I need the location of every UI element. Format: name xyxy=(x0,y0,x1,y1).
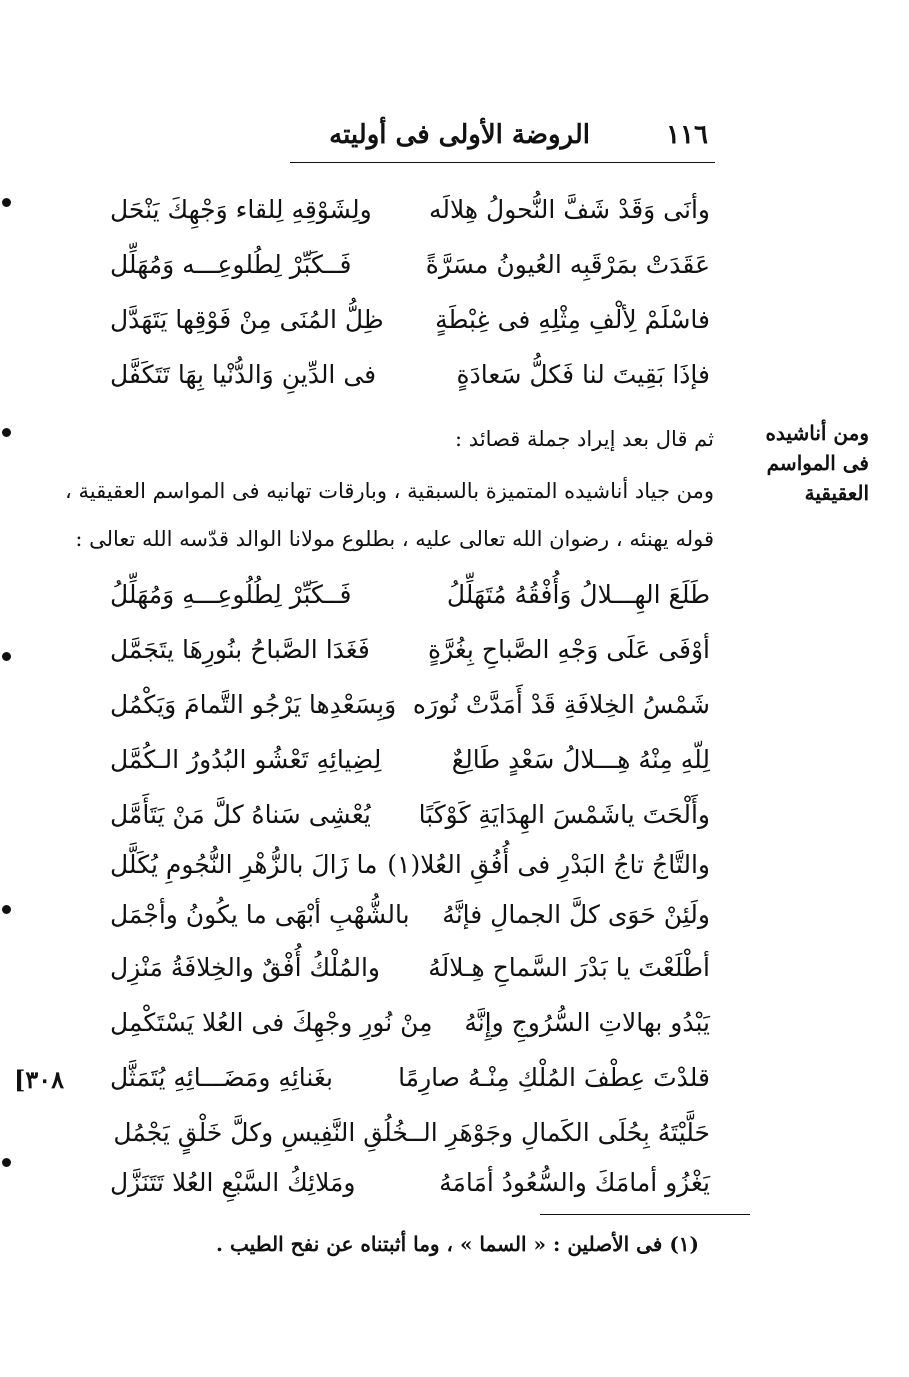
verse-second-hemistich: مِنْ نُورِ وجْهِكَ فى العُلا يَسْتَكْمِل xyxy=(110,1008,433,1037)
scan-mark xyxy=(2,428,11,437)
verse-first-hemistich: والتَّاجُ تاجُ البَدْرِ فى أُفُقِ العُلا(١) xyxy=(387,850,710,879)
verse-second-hemistich: والمُلْكُ أُفْقٌ والخِلافَةُ مَنْزِل xyxy=(110,953,380,982)
verse-line xyxy=(110,740,710,780)
verse-first-hemistich: لِلّهِ مِنْهُ هِـــلالُ سَعْدٍ طَالِعٌ xyxy=(451,745,710,774)
margin-side-note: ومن أناشيده فى المواسم العقيقية xyxy=(765,421,869,505)
verse-line xyxy=(110,355,710,395)
page-header xyxy=(300,120,720,160)
verse-line xyxy=(110,948,710,988)
scan-mark xyxy=(2,905,11,914)
verse-line xyxy=(110,1003,710,1043)
prose-line: قوله يهنئه ، رضوان الله تعالى عليه ، بطلوع مولانا الوالد قدّسه الله تعالى : xyxy=(75,527,714,551)
verse-second-hemistich: وَبِسَعْدِها يَرْجُو التَّمامَ وَيَكْمُل xyxy=(110,690,397,719)
verse-first-hemistich: ولَئِنْ حَوَى كلَّ الجمالِ فإنَّهُ xyxy=(442,900,710,929)
verse-first-hemistich: فإذَا بَقِيتَ لنا فَكلُّ سَعادَةٍ xyxy=(456,360,710,389)
scan-mark xyxy=(2,198,11,207)
verse-second-hemistich: بغَنائِهِ ومَضَـــائِهِ يُتَمَثَّل xyxy=(110,1063,333,1092)
verse-first-hemistich: أطْلَعْتَ يا بَدْرَ السَّماحِ هِـلالَهُ xyxy=(428,953,710,982)
verse-line xyxy=(110,895,710,935)
verse-line xyxy=(110,1163,710,1203)
verse-second-hemistich: فى الدِّينِ وَالدُّنْيا بِهَا تَتَكَفَّل xyxy=(110,360,377,389)
footnote-rule xyxy=(540,1214,750,1215)
verse-second-hemistich: بالشُّهْبِ أبْهَى ما يكُونُ وأجْمَل xyxy=(110,900,410,929)
verse-first-hemistich: فاسْلَمْ لِألْفِ مِثْلِهِ فى غِبْطَةٍ xyxy=(435,305,710,334)
verse-first-hemistich: أوْفَى عَلَى وَجْهِ الصَّباحِ بِغُرَّةٍ xyxy=(427,635,710,664)
verse-first-hemistich: يَغْزُو أمامَكَ والسُّعُودُ أمَامَهُ xyxy=(439,1168,710,1197)
verse-line xyxy=(110,1058,710,1098)
margin-page-reference: [٣٠٨ xyxy=(14,1065,65,1094)
verse-line xyxy=(110,300,710,340)
footnote: (١) فى الأصلين : « السما » ، وما أثبتناه عن نفح الطيب . xyxy=(216,1232,699,1256)
verse-first-hemistich: طَلَعَ الهِـــلالُ وَأُفْقُهُ مُتَهَلِّلُ xyxy=(446,580,710,609)
verse-line xyxy=(110,1113,710,1153)
prose-line: ثم قال بعد إيراد جملة قصائد : xyxy=(455,427,714,451)
verse-second-hemistich: ومَلائِكُ السَّبْعِ العُلا تَتَنَزَّل xyxy=(110,1168,356,1197)
verse-line xyxy=(110,795,710,835)
header-rule xyxy=(290,162,715,163)
scan-mark xyxy=(2,652,11,661)
verse-line xyxy=(110,685,710,725)
verse-line xyxy=(110,630,710,670)
verse-first-hemistich: وأنَى وَقَدْ شَفَّ النُّحولُ هِلالَه xyxy=(428,195,710,224)
verse-second-hemistich: ما زَالَ بالزُّهْرِ النُّجُومِ يُكَلَّل xyxy=(110,850,378,879)
verse-line xyxy=(110,245,710,285)
page-number: ١١٦ xyxy=(666,120,708,150)
verse-second-hemistich: ظِلُّ المُنَى مِنْ فَوْقِها يَتَهَدَّل xyxy=(110,305,384,334)
verse-second-hemistich: فَغَدَا الصَّباحُ بنُورِهَا يتَجَمَّل xyxy=(110,635,370,664)
verse-first-hemistich: يَبْدُو بهالاتِ السُّرُوجِ وإِنَّهُ xyxy=(464,1008,710,1037)
verse-first-hemistich: حَلَّيْتَهُ بِحُلَى الكَمالِ وجَوْهَرِ الــخُلُقِ النَّفِيسِ وكلَّ خَلْقٍ يَجْمُل xyxy=(113,1118,710,1147)
verse-second-hemistich: فَــكَبِّرْ لِطُلوعِـــه وَمُهَلِّل xyxy=(110,250,352,279)
verse-first-hemistich: عَقَدَتْ بمَرْقَبِه العُيونُ مسَرَّةً xyxy=(425,250,710,279)
running-title: الروضة الأولى فى أوليته xyxy=(329,120,590,150)
verse-first-hemistich: وأَلْحَتَ ياشَمْسَ الهِدَايَةِ كَوْكَبًا xyxy=(418,800,710,829)
verse-second-hemistich: فَــكَبِّرْ لِطُلُوعِـــهِ وَمُهَلِّلُ xyxy=(110,580,352,609)
verse-first-hemistich: شَمْسُ الخِلافَةِ قَدْ أَمَدَّتْ نُورَه xyxy=(412,690,710,719)
verse-line xyxy=(110,845,710,885)
scan-mark xyxy=(2,1158,11,1167)
verse-second-hemistich: يُعْشِى سَناهُ كلَّ مَنْ يَتَأَمَّل xyxy=(110,800,371,829)
verse-second-hemistich: ولِشَوْقِهِ لِلقاء وَجْهِكَ يَنْحَل xyxy=(110,195,372,224)
verse-first-hemistich: قلدْتَ عِطْفَ المُلْكِ مِنْـهُ صارِمًا xyxy=(398,1063,710,1092)
verse-line xyxy=(110,190,710,230)
verse-line xyxy=(110,575,710,615)
verse-second-hemistich: لِضِيائِهِ تَعْشُو البُدُورُ الـكُمَّل xyxy=(110,745,382,774)
prose-line: ومن جياد أناشيده المتميزة بالسبقية ، وبارقات تهانيه فى المواسم العقيقية ، xyxy=(65,479,714,503)
